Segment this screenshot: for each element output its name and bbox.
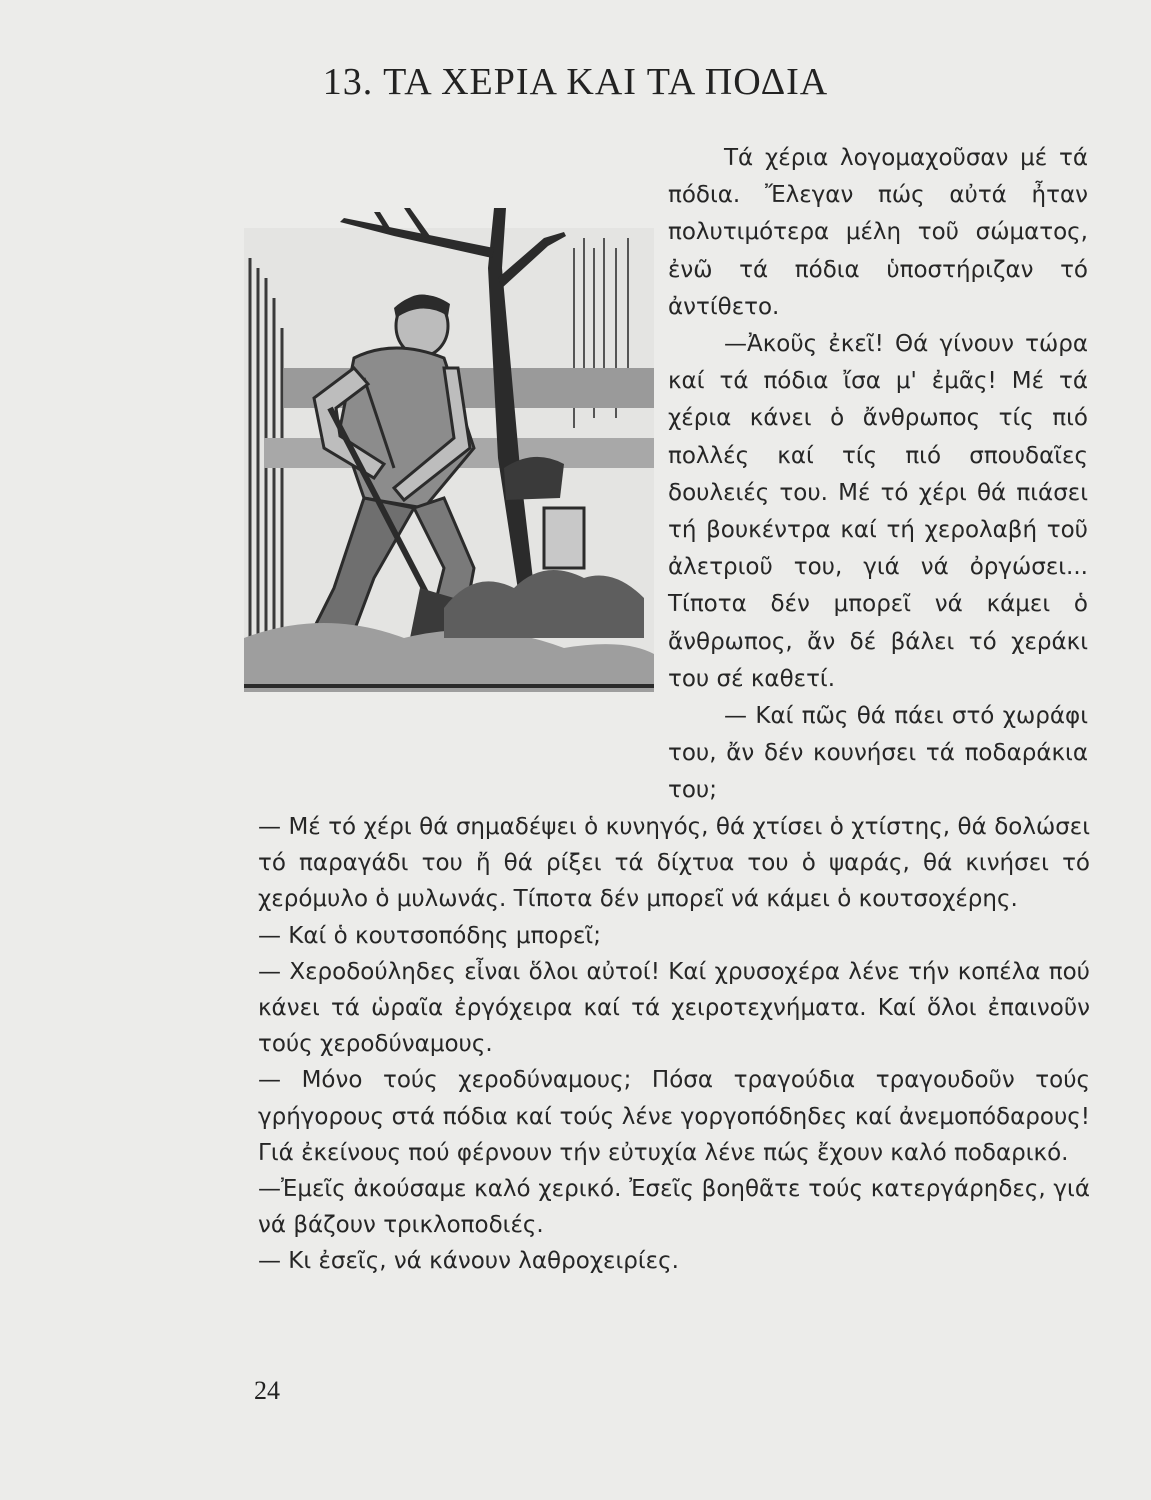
paragraph: — Καί ὁ κουτσοπόδης μπορεῖ; <box>258 922 601 949</box>
man-digging-with-shovel-icon <box>244 208 654 692</box>
page-number: 24 <box>254 1376 280 1405</box>
paragraph: — Κι ἐσεῖς, νά κάνουν λαθροχειρίες. <box>258 1248 679 1275</box>
illustration <box>244 208 654 692</box>
full-width-text <box>258 809 1090 1280</box>
paragraph: Τά χέρια λογομαχοῦσαν μέ τά πόδια. Ἔλεγαν πώς αὐτά ἦταν πολυτιμότερα μέλη τοῦ σώματος, ἐνῶ τά πόδια ὑποστήριζαν τό ἀντίθετο. <box>668 145 1088 320</box>
paragraph: — Μόνο τούς χεροδύναμους; Πόσα τραγούδια τραγουδοῦν τούς γρήγορους στά πόδια καί τούς λένε γοργοπόδηδες καί ἀνεμοπόδαρους! Γιά ἐκείνους πού φέρνουν τήν εὐτυχία λένε πώς ἔχουν καλό ποδαρικό. <box>258 1067 1090 1166</box>
paragraph: — Καί πῶς θά πάει στό χωράφι του, ἄν δέν κουνήσει τά ποδαράκια του; <box>668 703 1088 804</box>
chapter-title: 13. ΤΑ ΧΕΡΙΑ ΚΑΙ ΤΑ ΠΟΔΙΑ <box>322 61 829 103</box>
side-text-column <box>668 140 1088 810</box>
paragraph: —Ἐμεῖς ἀκούσαμε καλό χερικό. Ἐσεῖς βοηθᾶτε τούς κατεργάρηδες, γιά νά βάζουν τρικλοποδιές. <box>258 1176 1090 1239</box>
paragraph: — Χεροδούληδες εἶναι ὅλοι αὐτοί! Καί χρυσοχέρα λένε τήν κοπέλα πού κάνει τά ὡραῖα ἐργόχειρα καί τά χειροτεχνήματα. Καί ὅλοι ἐπαινοῦν τούς χεροδύναμους. <box>258 958 1090 1058</box>
paragraph: — Μέ τό χέρι θά σημαδέψει ὁ κυνηγός, θά χτίσει ὁ χτίστης, θά δολώσει τό παραγάδι του ἤ θά ρίξει τά δίχτυα του ὁ ψαράς, θά κινήσει τό χερόμυλο ὁ μυλωνάς. Τίποτα δέν μπορεῖ νά κάμει ὁ κουτσοχέρης. <box>258 814 1090 913</box>
paragraph: —Ἀκοῦς ἐκεῖ! Θά γίνουν τώρα καί τά πόδια ἴσα μ' ἐμᾶς! Μέ τά χέρια κάνει ὁ ἄνθρωπος τίς πιό πολλές καί τίς πιό σπουδαῖες δουλειές του. Μέ τό χέρι θά πιάσει τή βουκέντρα καί τή χερολαβή τοῦ ἀλετριοῦ του, γιά νά ὀργώσει... Τίποτα δέν μπορεῖ νά κάμει ὁ ἄνθρωπος, ἄν δέ βάλει τό χεράκι του σέ καθετί. <box>668 331 1088 692</box>
